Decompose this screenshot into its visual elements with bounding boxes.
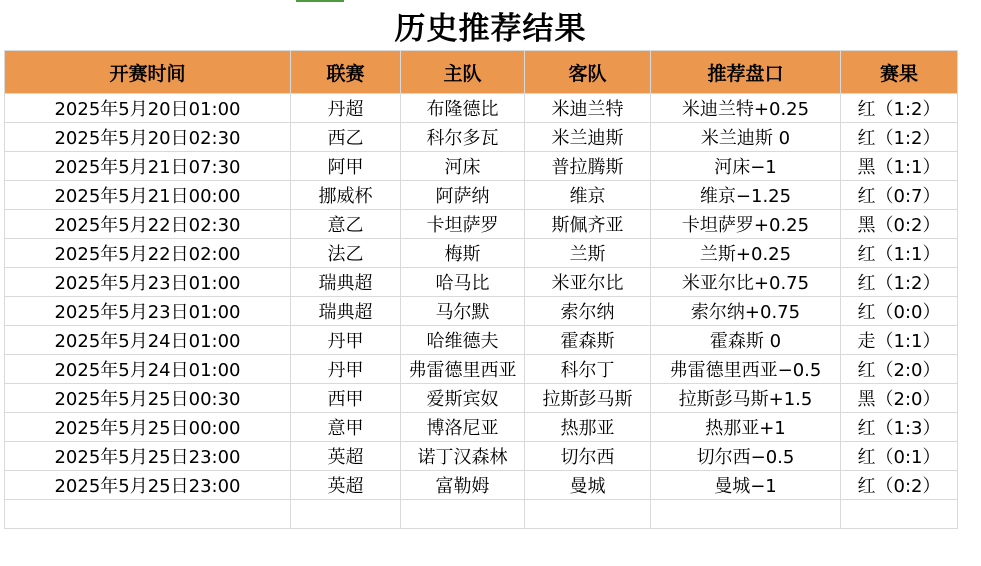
cell-league: 挪威杯 (291, 181, 401, 210)
cell-time: 2025年5月25日23:00 (5, 442, 291, 471)
cell-time: 2025年5月22日02:00 (5, 239, 291, 268)
result-score: （1:3） (875, 418, 941, 439)
cell-away: 科尔丁 (525, 355, 651, 384)
cell-time: 2025年5月23日01:00 (5, 268, 291, 297)
cell-away: 米亚尔比 (525, 268, 651, 297)
cell-league: 瑞典超 (291, 297, 401, 326)
cell-league: 西甲 (291, 384, 401, 413)
column-header-time: 开赛时间 (5, 51, 291, 94)
cell-league: 丹超 (291, 94, 401, 123)
table-row (5, 471, 958, 500)
cell-time: 2025年5月25日00:30 (5, 384, 291, 413)
cell-league: 丹甲 (291, 326, 401, 355)
cell-home: 科尔多瓦 (401, 123, 525, 152)
cell-result (841, 239, 958, 268)
result-score: （0:7） (875, 186, 941, 207)
cell-home: 阿萨纳 (401, 181, 525, 210)
table-row (5, 326, 958, 355)
table-row (5, 181, 958, 210)
result-score: （0:1） (875, 447, 941, 468)
column-header-home: 主队 (401, 51, 525, 94)
result-score: （0:2） (875, 215, 941, 236)
result-score: （1:1） (875, 331, 941, 352)
cell-time: 2025年5月20日02:30 (5, 123, 291, 152)
cell-tip: 米迪兰特+0.25 (651, 94, 841, 123)
cell-league: 丹甲 (291, 355, 401, 384)
result-score: （1:1） (875, 157, 941, 178)
cell-away: 索尔纳 (525, 297, 651, 326)
cell-result (841, 442, 958, 471)
cell-tip: 切尔西−0.5 (651, 442, 841, 471)
cell-result (841, 355, 958, 384)
cell-away: 米迪兰特 (525, 94, 651, 123)
cell-time: 2025年5月23日01:00 (5, 297, 291, 326)
cell-empty (525, 500, 651, 529)
cell-result (841, 152, 958, 181)
table-row (5, 355, 958, 384)
cell-tip: 霍森斯 0 (651, 326, 841, 355)
history-results-table (4, 50, 958, 529)
cell-time: 2025年5月22日02:30 (5, 210, 291, 239)
cell-league: 西乙 (291, 123, 401, 152)
result-label: 走 (857, 331, 876, 352)
result-score: （0:2） (875, 476, 941, 497)
table-row (5, 239, 958, 268)
cell-empty (651, 500, 841, 529)
cell-time: 2025年5月21日00:00 (5, 181, 291, 210)
cell-tip: 兰斯+0.25 (651, 239, 841, 268)
cell-home: 诺丁汉森林 (401, 442, 525, 471)
cell-result (841, 268, 958, 297)
cell-tip: 曼城−1 (651, 471, 841, 500)
cell-time: 2025年5月24日01:00 (5, 355, 291, 384)
cell-result (841, 413, 958, 442)
cell-result (841, 384, 958, 413)
result-score: （2:0） (875, 389, 941, 410)
cell-time: 2025年5月21日07:30 (5, 152, 291, 181)
cell-tip: 索尔纳+0.75 (651, 297, 841, 326)
cell-league: 瑞典超 (291, 268, 401, 297)
green-tab-marker (296, 0, 344, 2)
result-label: 黑 (857, 157, 876, 178)
cell-time: 2025年5月25日23:00 (5, 471, 291, 500)
cell-tip: 卡坦萨罗+0.25 (651, 210, 841, 239)
table-row (5, 297, 958, 326)
result-score: （2:0） (875, 360, 941, 381)
table-row-empty (5, 500, 958, 529)
cell-away: 热那亚 (525, 413, 651, 442)
cell-league: 法乙 (291, 239, 401, 268)
cell-result (841, 297, 958, 326)
cell-league: 英超 (291, 442, 401, 471)
cell-empty (291, 500, 401, 529)
cell-away: 维京 (525, 181, 651, 210)
cell-result (841, 123, 958, 152)
table-row (5, 384, 958, 413)
cell-tip: 米亚尔比+0.75 (651, 268, 841, 297)
cell-home: 博洛尼亚 (401, 413, 525, 442)
cell-league: 意乙 (291, 210, 401, 239)
result-label: 红 (857, 302, 876, 323)
cell-league: 阿甲 (291, 152, 401, 181)
cell-time: 2025年5月20日01:00 (5, 94, 291, 123)
result-score: （1:2） (875, 273, 941, 294)
cell-tip: 拉斯彭马斯+1.5 (651, 384, 841, 413)
cell-tip: 河床−1 (651, 152, 841, 181)
table-header-row (5, 51, 958, 94)
cell-home: 哈马比 (401, 268, 525, 297)
cell-home: 爱斯宾奴 (401, 384, 525, 413)
bottom-space (0, 529, 981, 541)
cell-away: 斯佩齐亚 (525, 210, 651, 239)
result-score: （1:2） (875, 99, 941, 120)
cell-away: 切尔西 (525, 442, 651, 471)
result-label: 黑 (857, 215, 876, 236)
cell-away: 普拉腾斯 (525, 152, 651, 181)
table-row (5, 94, 958, 123)
result-score: （1:2） (875, 128, 941, 149)
cell-empty (841, 500, 958, 529)
cell-tip: 热那亚+1 (651, 413, 841, 442)
table-row (5, 413, 958, 442)
cell-league: 意甲 (291, 413, 401, 442)
cell-result (841, 94, 958, 123)
cell-home: 布隆德比 (401, 94, 525, 123)
result-label: 黑 (857, 389, 876, 410)
column-header-league: 联赛 (291, 51, 401, 94)
cell-away: 曼城 (525, 471, 651, 500)
table-row (5, 210, 958, 239)
cell-result (841, 326, 958, 355)
cell-result (841, 471, 958, 500)
table-row (5, 123, 958, 152)
result-label: 红 (857, 273, 876, 294)
column-header-tip: 推荐盘口 (651, 51, 841, 94)
cell-empty (401, 500, 525, 529)
cell-result (841, 181, 958, 210)
cell-home: 富勒姆 (401, 471, 525, 500)
cell-home: 弗雷德里西亚 (401, 355, 525, 384)
result-label: 红 (857, 447, 876, 468)
cell-tip: 米兰迪斯 0 (651, 123, 841, 152)
column-header-result: 赛果 (841, 51, 958, 94)
table-body (5, 94, 958, 529)
result-label: 红 (857, 186, 876, 207)
result-label: 红 (857, 418, 876, 439)
table-row (5, 442, 958, 471)
cell-home: 梅斯 (401, 239, 525, 268)
result-label: 红 (857, 99, 876, 120)
table-row (5, 268, 958, 297)
result-label: 红 (857, 476, 876, 497)
cell-result (841, 210, 958, 239)
result-label: 红 (857, 128, 876, 149)
title-bar (0, 0, 981, 50)
table-row (5, 152, 958, 181)
cell-time: 2025年5月24日01:00 (5, 326, 291, 355)
page-title: 历史推荐结果 (394, 10, 587, 47)
cell-tip: 维京−1.25 (651, 181, 841, 210)
column-header-away: 客队 (525, 51, 651, 94)
cell-home: 卡坦萨罗 (401, 210, 525, 239)
result-label: 红 (857, 244, 876, 265)
cell-away: 兰斯 (525, 239, 651, 268)
result-score: （0:0） (875, 302, 941, 323)
cell-home: 河床 (401, 152, 525, 181)
cell-home: 马尔默 (401, 297, 525, 326)
cell-away: 米兰迪斯 (525, 123, 651, 152)
result-label: 红 (857, 360, 876, 381)
result-score: （1:1） (875, 244, 941, 265)
cell-away: 霍森斯 (525, 326, 651, 355)
cell-time: 2025年5月25日00:00 (5, 413, 291, 442)
cell-empty (5, 500, 291, 529)
cell-home: 哈维德夫 (401, 326, 525, 355)
cell-away: 拉斯彭马斯 (525, 384, 651, 413)
cell-tip: 弗雷德里西亚−0.5 (651, 355, 841, 384)
cell-league: 英超 (291, 471, 401, 500)
